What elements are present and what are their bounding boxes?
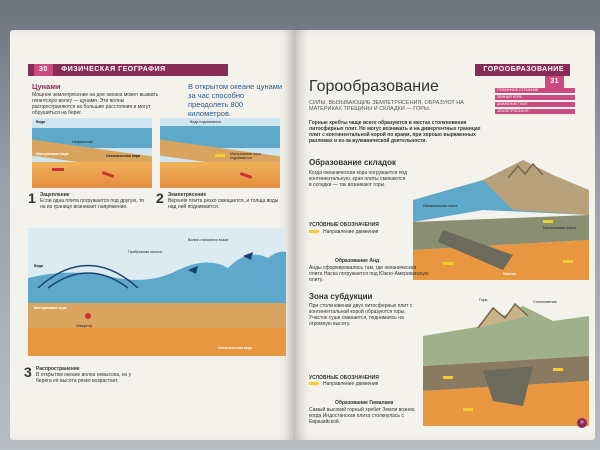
right-header — [475, 64, 570, 85]
label-mountains: Горы — [479, 298, 488, 302]
step-3-text: В открытом океане волна невысока, но у берега её высота резко возрастает. — [36, 372, 132, 384]
next-page-chevron-icon[interactable]: » — [577, 418, 587, 428]
right-subtitle: СИЛЫ, ВЫЗЫВАЮЩИЕ ЗЕМЛЕТРЯСЕНИЯ, ОБРАЗУЮТ НА МАТЕРИКАХ ТРЕЩИНЫ И СКЛАДКИ — ГОРЫ. — [309, 100, 464, 112]
tsunami-intro: Мощное землетрясение на дне океана может вызвать гигантскую волну — цунами. Эти волны распространяются на большие расстояния и могут обрушиться на берег. — [32, 92, 159, 116]
open-book — [10, 30, 595, 448]
label-continental-plate: Материковая плита — [543, 226, 576, 230]
legend-arrow-icon-2 — [309, 382, 319, 385]
label-mantle: Мантия — [503, 272, 517, 276]
fold-text: Когда океаническая кора погружается под континентальную, края плиты сминаются в складки — так возникают горы. — [309, 170, 408, 188]
right-page — [295, 30, 595, 440]
left-header — [28, 64, 228, 76]
topic-nav — [495, 88, 575, 116]
diagram-panel-2 — [160, 118, 280, 188]
label-epicenter: Эпицентр — [76, 324, 93, 328]
legend-direction-2: Направление движения — [323, 381, 379, 387]
step-2-text: Верхняя плита резко смещается, и толща воды над ней поднимается. — [168, 198, 279, 210]
subduction-legend-title: УСЛОВНЫЕ ОБОЗНАЧЕНИЯ — [309, 375, 379, 381]
label-oceanic-crust-3: Океаническая кора — [218, 346, 253, 350]
nav-item-3[interactable]: ДВИЖЕНИЕ ПЛИТ — [495, 102, 575, 107]
label-continental-crust-3: Материковая кора — [34, 306, 67, 310]
left-section-title: ФИЗИЧЕСКАЯ ГЕОГРАФИЯ — [61, 66, 166, 73]
label-water-3: Вода — [34, 264, 44, 268]
step-3-title: Распространение — [36, 366, 80, 372]
label-crust-rises: Материковая кора поднимается — [230, 152, 261, 160]
left-page — [10, 30, 295, 440]
nav-item-2[interactable]: ЗЕМНАЯ КОРА — [495, 95, 575, 100]
label-continental-crust: Материковая кора — [36, 152, 69, 156]
tsunami-callout: В открытом океане цунами за час способно преодолеть 800 километров. — [188, 82, 283, 118]
label-stress: Напряжение — [72, 140, 93, 144]
step-3-number: 3 — [24, 364, 32, 380]
tsunami-title: Цунами — [32, 82, 61, 91]
label-ocean-plate: Океаническая плита — [423, 204, 458, 208]
fold-legend-title: УСЛОВНЫЕ ОБОЗНАЧЕНИЯ — [309, 222, 379, 228]
subduction-title: Зона субдукции — [309, 292, 373, 301]
andes-text: Анды сформировались там, где океаническая плита Наска погружается под Южно-Американскую плиту. — [309, 265, 429, 283]
diagram-panel-1 — [32, 118, 152, 188]
label-oceanic-crust: Океаническая кора — [106, 154, 141, 158]
fold-diagram — [413, 160, 589, 280]
right-section-title: ГОРООБРАЗОВАНИЕ — [483, 66, 564, 73]
nav-item-4[interactable]: ЗЕМЛЕТРЯСЕНИЯ — [495, 109, 575, 114]
step-2-number: 2 — [156, 190, 164, 206]
fold-title: Образование складок — [309, 158, 396, 167]
step-2-title: Землетрясение — [168, 192, 207, 198]
right-page-title: Горообразование — [309, 78, 439, 95]
right-page-number: 31 — [545, 76, 564, 88]
label-wave-rises: Вода поднимается — [190, 120, 222, 124]
label-wave-higher: Волна становится выше — [188, 238, 229, 242]
subduction-diagram — [423, 296, 589, 426]
label-water: Вода — [36, 120, 46, 124]
step-1-number: 1 — [28, 190, 36, 206]
left-page-number: 30 — [34, 64, 53, 76]
label-collision: Столкновение — [533, 300, 557, 304]
step-1-text: Если одна плита погружается под другую, то на их границе возникает напряжение. — [40, 198, 145, 210]
subduction-diagram-svg — [423, 296, 589, 426]
legend-arrow-icon — [309, 230, 319, 233]
label-coastline: Прибрежная полоса — [128, 250, 162, 254]
nav-item-1[interactable]: ГЛУБИННОЕ СТРОЕНИЕ — [495, 88, 575, 93]
right-intro: Горные хребты чаще всего образуются в местах столкновения литосферных плит. Но могут возникать и на дивергентных границах плит с континентальной корой по краям, при хорошо выраженных разломах и из-за вулканической деятельности. — [309, 120, 481, 144]
step-1-title: Зацепление — [40, 192, 70, 198]
himalaya-text: Самый высокий горный хребет Земли возник, когда Индостанская плита столкнулась с Евразийской. — [309, 407, 416, 425]
himalaya-title: Образование Гималаев — [335, 400, 394, 406]
diagram-panel-3 — [28, 228, 286, 356]
legend-direction: Направление движения — [323, 229, 379, 235]
andes-title: Образование Анд — [335, 258, 380, 264]
fold-diagram-svg — [413, 160, 589, 280]
subduction-text: При столкновении двух литосферных плит с континентальной корой образуются горы. Участок суши сминается, поднимаясь на огромную высоту. — [309, 303, 413, 327]
tsunami-wave-diagram — [28, 228, 286, 356]
